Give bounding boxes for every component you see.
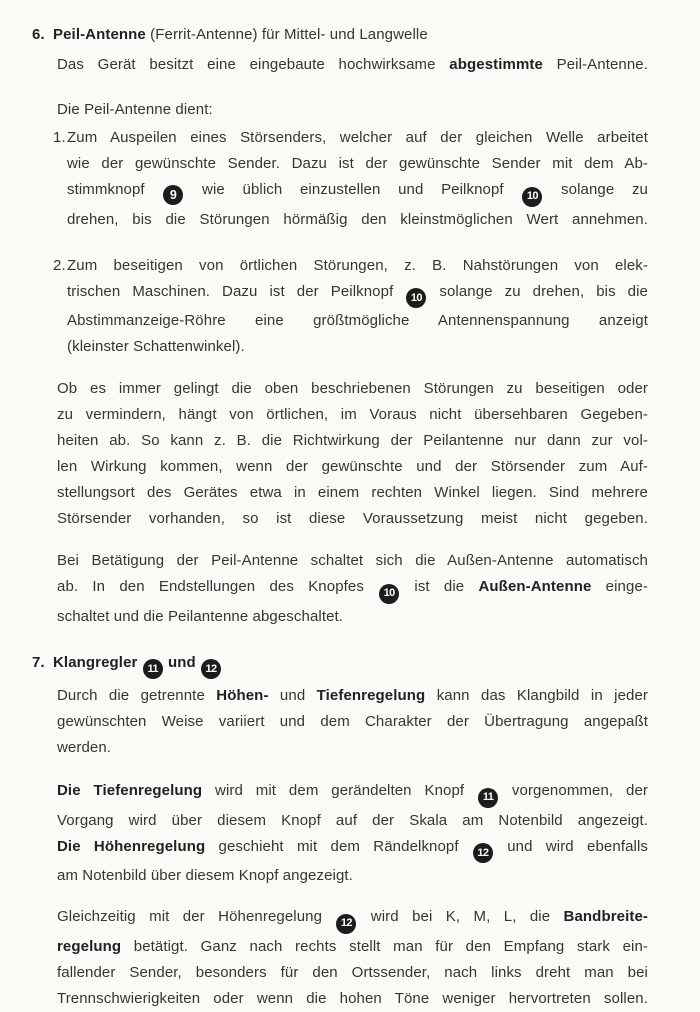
text-line: [53, 125, 648, 151]
text-run: vorgenommen, der: [499, 782, 648, 799]
text-run: Trennschwierigkeiten oder wenn die hohen Töne weniger hervortreten sollen.: [57, 989, 648, 1007]
section-number: 7.: [32, 653, 45, 671]
text-run: Gleichzeitig mit der Höhenregelung: [57, 908, 336, 925]
text-line: [57, 454, 648, 480]
text-run: zu vermindern, hängt von örtlichen, im Voraus nicht übersehbaren Gegeben-: [57, 406, 648, 423]
text-run: (kleinster Schattenwinkel).: [67, 338, 245, 355]
text-run: solange zu drehen, bis die: [427, 282, 648, 300]
paragraph: [57, 548, 648, 630]
text-line: [57, 735, 648, 761]
text-run: stimmknopf: [67, 181, 163, 198]
text-run: Peil-Antenne.: [542, 56, 648, 73]
text-line: [53, 253, 648, 279]
text-line: [57, 683, 648, 709]
text-run: Zum Auspeilen eines Störsenders, welcher auf der gleichen Welle arbeitet: [67, 129, 648, 146]
text-run: Außen-Antenne: [478, 578, 592, 595]
text-run: und wird ebenfalls: [493, 837, 648, 855]
document-content: [0, 22, 700, 1012]
text-run: abgestimmte: [449, 56, 543, 73]
text-line: [57, 97, 648, 123]
list-item: [53, 253, 648, 361]
text-run: einge-: [591, 578, 648, 595]
text-run: ist die: [400, 578, 479, 595]
text-line: [57, 834, 648, 864]
paragraph: [57, 904, 648, 1012]
paragraph: [57, 52, 648, 78]
knob-badge-10: 10: [379, 584, 399, 604]
text-run: len Wirkung kommen, wenn der gewünschte und der Störsender zum Auf-: [57, 458, 648, 475]
text-line: [57, 574, 648, 604]
text-run: Bei Betätigung der Peil-Antenne schaltet sich die Außen-Antenne automatisch: [57, 552, 648, 569]
text-run: Die Höhenregelung: [57, 837, 206, 855]
text-line: [57, 934, 648, 960]
section-heading: [32, 650, 648, 680]
text-run: Bandbreite-: [563, 908, 648, 925]
knob-badge-11: 11: [143, 659, 163, 679]
knob-badge-10: 10: [406, 288, 426, 308]
text-run: Höhen-: [216, 687, 269, 704]
text-line: [67, 279, 648, 309]
list-item: [53, 125, 648, 233]
text-line: [57, 548, 648, 574]
text-run: (Ferrit-Antenne) für Mittel- und Langwelle: [145, 26, 428, 43]
text-line: [67, 308, 648, 334]
knob-badge-12: 12: [473, 843, 493, 863]
text-line: [57, 52, 648, 78]
text-line: [57, 960, 648, 986]
text-run: Die Peil-Antenne dient:: [57, 101, 213, 118]
text-run: werden.: [57, 739, 112, 756]
text-run: geschieht mit dem Rändelknopf: [205, 837, 472, 855]
paragraph: [57, 376, 648, 532]
text-line: [57, 604, 648, 630]
text-run: wird mit dem gerändelten Knopf: [202, 782, 478, 799]
text-run: gewünschten Weise variiert und dem Charakter der Übertragung angepaßt: [57, 713, 648, 730]
text-run: und: [163, 653, 201, 671]
text-line: [57, 376, 648, 402]
text-run: Zum beseitigen von örtlichen Störungen, z. B. Nahstörungen von elek-: [67, 256, 648, 274]
knob-badge-9: 9: [163, 185, 183, 205]
knob-badge-11: 11: [478, 788, 498, 808]
text-line: [67, 177, 648, 207]
text-run: heiten ab. So kann z. B. die Richtwirkung der Peilantenne nur dann zur vol-: [57, 432, 648, 449]
text-run: kann das Klangbild in jeder: [425, 687, 648, 704]
text-run: Abstimmanzeige-Röhre eine größtmögliche Antennenspannung anzeigt: [67, 312, 648, 329]
text-line: [57, 506, 648, 532]
text-run: schaltet und die Peilantenne abgeschaltet.: [57, 607, 344, 625]
text-run: Die Tiefenregelung: [57, 782, 203, 799]
text-run: drehen, bis die Störungen hörmäßig den kleinstmöglichen Wert annehmen.: [67, 210, 648, 228]
knob-badge-12: 12: [336, 914, 356, 934]
text-line: [32, 22, 648, 48]
text-line: [32, 650, 648, 680]
text-run: und: [268, 687, 317, 704]
text-run: betätigt. Ganz nach rechts stellt man für den Empfang stark ein-: [121, 937, 648, 955]
text-run: am Notenbild über diesem Knopf angezeigt.: [57, 867, 353, 884]
paragraph: [57, 97, 648, 123]
text-run: ab. In den Endstellungen des Knopfes: [57, 578, 379, 595]
text-line: [57, 904, 648, 934]
text-run: wie der gewünschte Sender. Dazu ist der gewünschte Sender mit dem Ab-: [67, 155, 648, 172]
text-run: Klangregler: [53, 653, 142, 671]
text-line: [67, 207, 648, 233]
text-run: Ob es immer gelingt die oben beschriebenen Störungen zu beseitigen oder: [57, 380, 648, 397]
text-run: trischen Maschinen. Dazu ist der Peilknopf: [67, 282, 406, 300]
text-run: regelung: [57, 937, 122, 955]
paragraph: [57, 683, 648, 761]
text-line: [67, 151, 648, 177]
text-line: [57, 428, 648, 454]
text-line: [57, 808, 648, 834]
text-run: stellungsort des Gerätes etwa in einem rechten Winkel liegen. Sind mehrere: [57, 484, 648, 501]
text-line: [57, 863, 648, 889]
paragraph: [57, 778, 648, 889]
section-number: 6.: [32, 26, 45, 43]
text-run: wie üblich einzustellen und Peilknopf: [184, 181, 522, 198]
knob-badge-10: 10: [522, 187, 542, 207]
text-run: Tiefenregelung: [316, 687, 426, 704]
knob-badge-12: 12: [201, 659, 221, 679]
section-heading: [32, 22, 648, 48]
item-number: 2.: [53, 256, 66, 274]
text-line: [57, 480, 648, 506]
text-line: [57, 402, 648, 428]
text-run: Vorgang wird über diesem Knopf auf der Skala am Notenbild angezeigt.: [57, 811, 648, 829]
text-line: [57, 778, 648, 808]
text-run: Durch die getrennte: [57, 687, 217, 704]
text-run: solange zu: [543, 181, 648, 198]
text-run: fallender Sender, besonders für den Ortssender, nach links dreht man bei: [57, 963, 648, 981]
text-line: [67, 334, 648, 360]
text-line: [57, 986, 648, 1012]
text-run: wird bei K, M, L, die: [357, 908, 564, 925]
item-number: 1.: [53, 129, 66, 146]
text-run: Peil-Antenne: [53, 26, 146, 43]
text-run: Störsender vorhanden, so ist diese Voraussetzung meist nicht gegeben.: [57, 510, 648, 527]
text-line: [57, 709, 648, 735]
text-run: Das Gerät besitzt eine eingebaute hochwirksame: [57, 56, 450, 73]
